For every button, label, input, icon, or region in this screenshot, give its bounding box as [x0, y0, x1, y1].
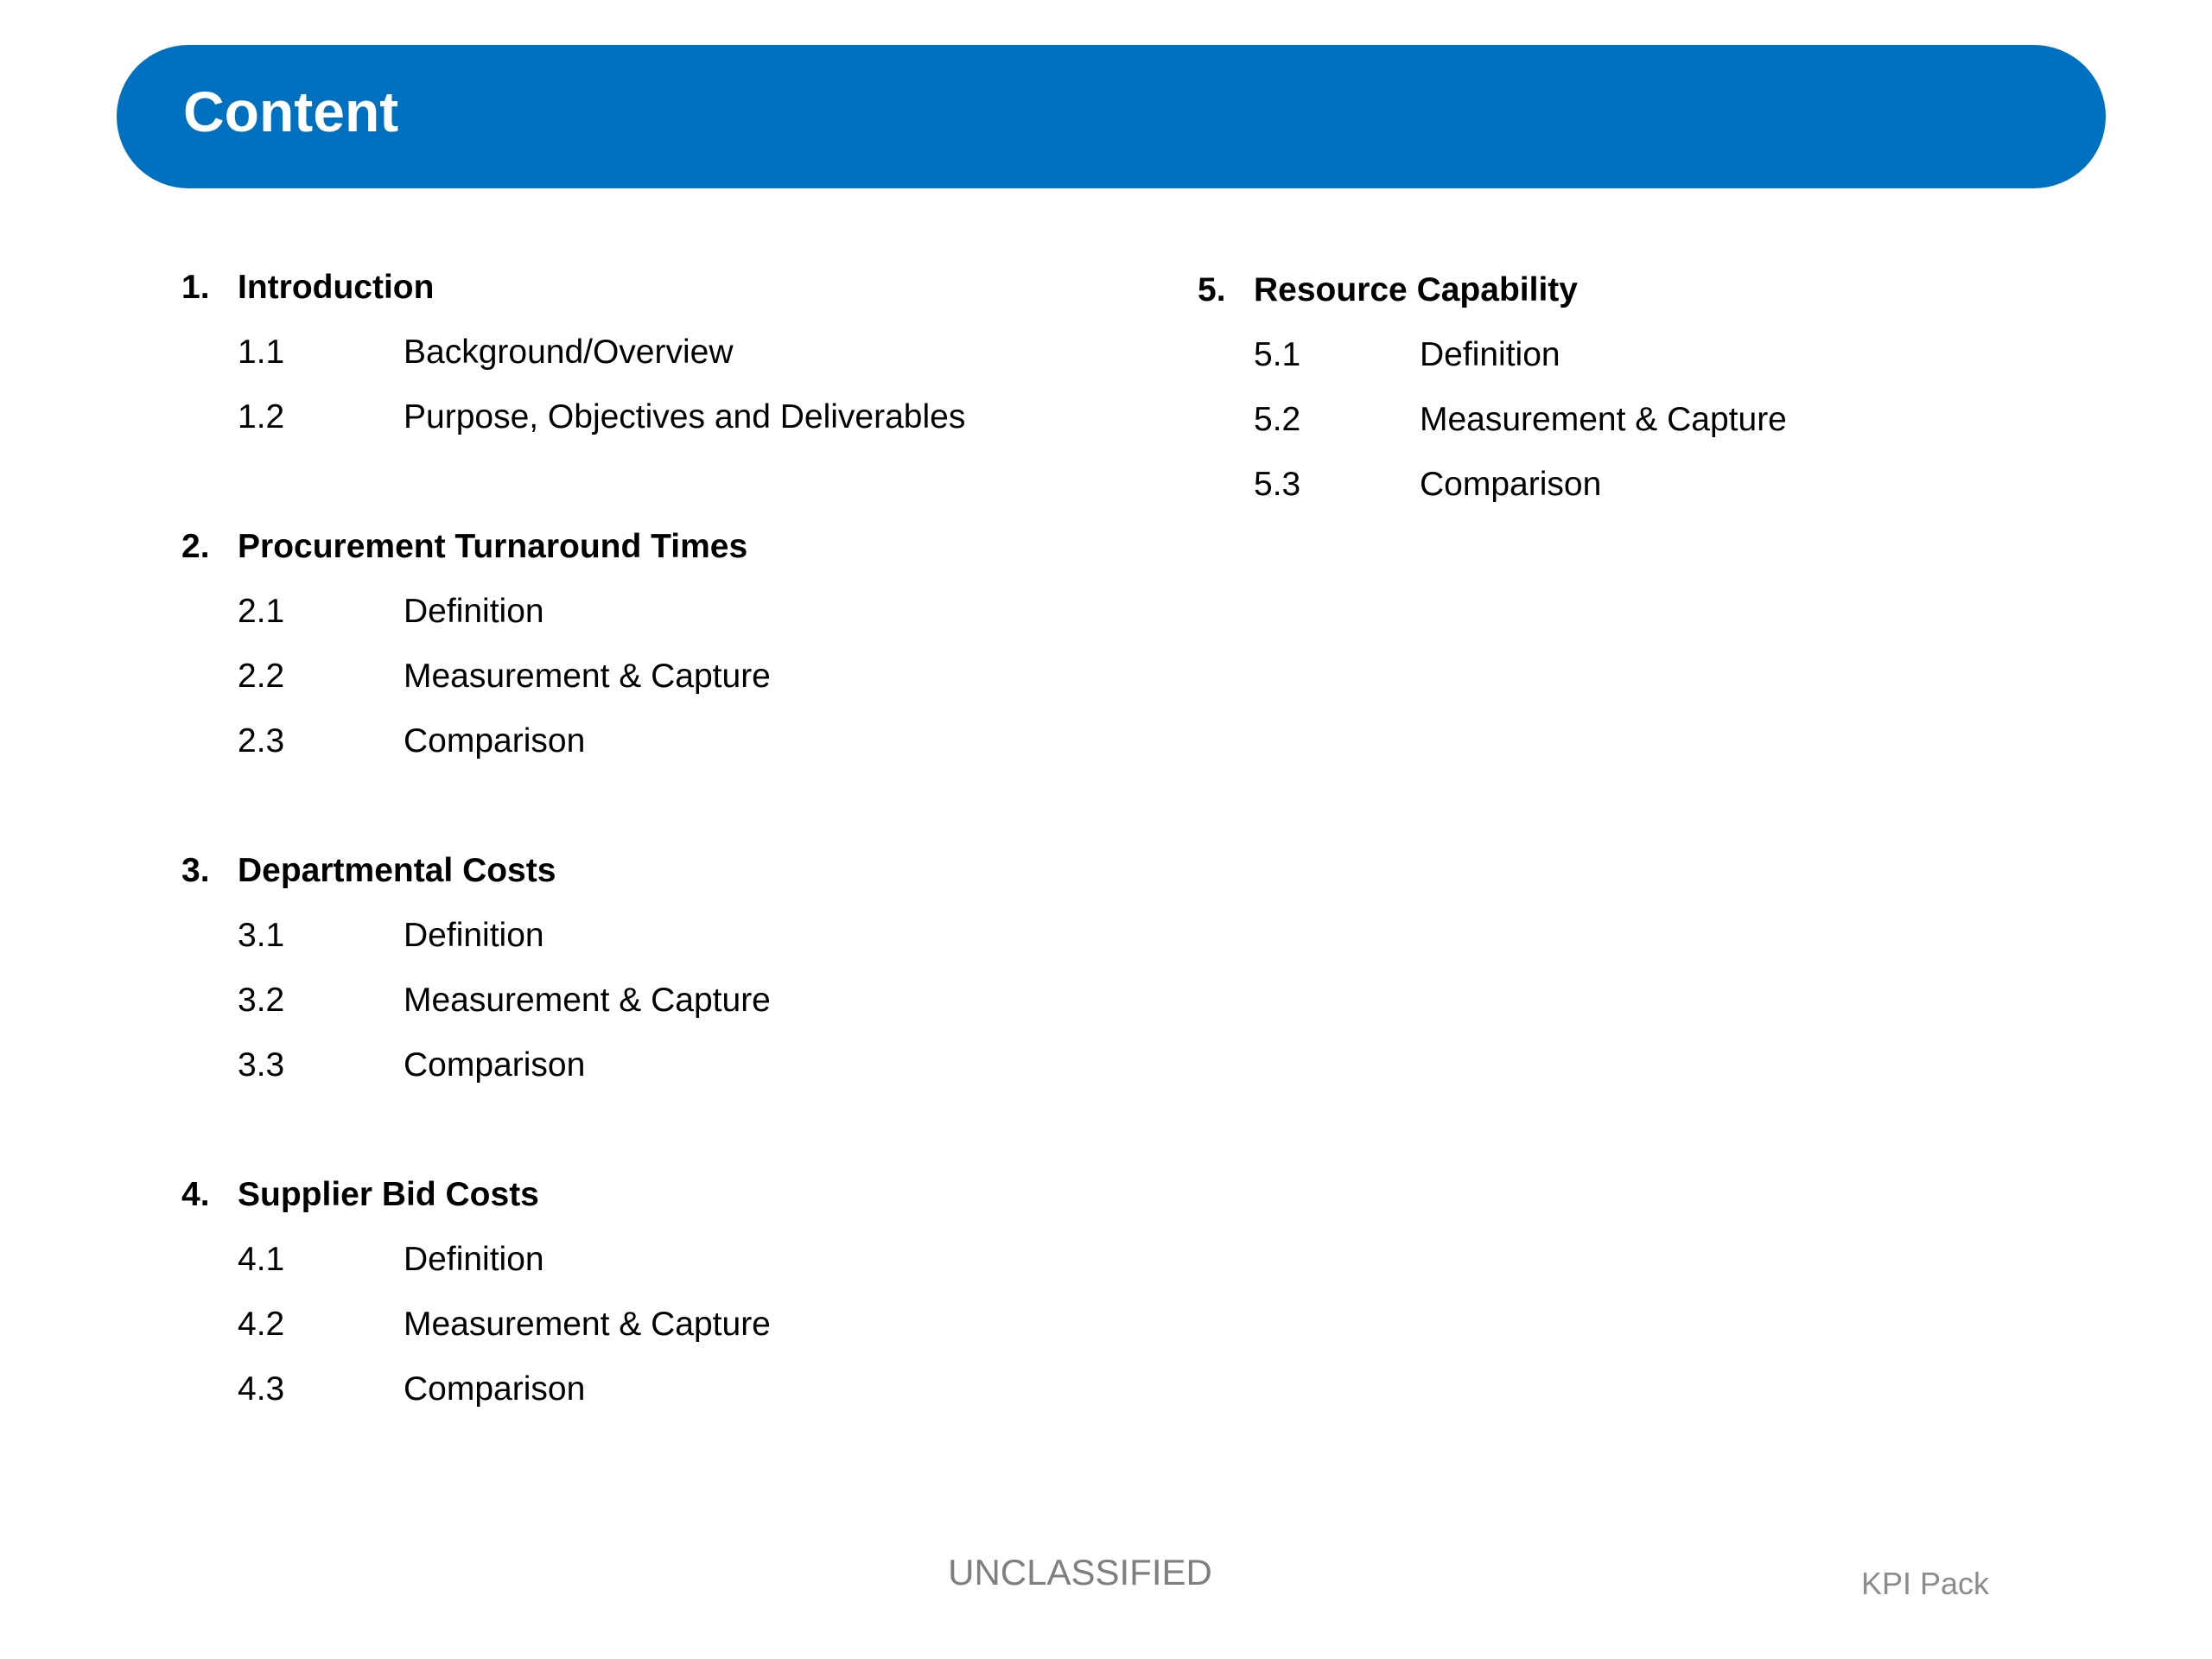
- toc-item-label: Comparison: [404, 1046, 586, 1084]
- toc-item: [181, 644, 965, 709]
- toc-item-label: Measurement & Capture: [1420, 400, 1787, 438]
- toc-item: [1198, 387, 1787, 452]
- toc-item-number: 1.2: [238, 397, 285, 435]
- toc-section-number: 3.: [181, 851, 210, 889]
- toc-section-1: [181, 255, 965, 449]
- toc-item-label: Measurement & Capture: [404, 981, 771, 1019]
- toc-section-number: 4.: [181, 1175, 210, 1213]
- toc-item-number: 2.1: [238, 592, 285, 630]
- toc-item: [181, 579, 965, 644]
- toc-section-number: 2.: [181, 527, 210, 565]
- toc-item: [1198, 452, 1787, 517]
- toc-section-title: Introduction: [238, 268, 435, 306]
- toc-item-label: Measurement & Capture: [404, 1305, 771, 1343]
- toc-item: [181, 1033, 965, 1097]
- toc-section-number: 5.: [1198, 270, 1226, 308]
- toc-section-title: Departmental Costs: [238, 851, 556, 889]
- toc-section-title: Supplier Bid Costs: [238, 1175, 539, 1213]
- toc-item-label: Definition: [404, 916, 544, 954]
- toc-item-number: 4.3: [238, 1370, 285, 1408]
- toc-section-heading: [181, 514, 965, 579]
- toc-item: [1198, 322, 1787, 387]
- header-bar: [117, 45, 2106, 188]
- toc-item-number: 5.1: [1254, 335, 1301, 373]
- toc-item-number: 5.3: [1254, 465, 1301, 503]
- toc-item: [181, 385, 965, 449]
- toc-item-number: 2.3: [238, 721, 285, 760]
- toc-section-heading: [181, 1162, 965, 1227]
- document-name-label: KPI Pack: [1860, 1566, 1989, 1601]
- toc-item-number: 3.3: [238, 1046, 285, 1084]
- toc-item: [181, 903, 965, 968]
- toc-item-label: Purpose, Objectives and Deliverables: [404, 397, 966, 435]
- toc-item: [181, 1292, 965, 1357]
- toc-section-4: [181, 1162, 965, 1421]
- toc-section-heading: [181, 255, 965, 320]
- toc-section-heading: [181, 838, 965, 903]
- page-title: Content: [183, 79, 399, 143]
- toc-item-number: 1.1: [238, 333, 285, 371]
- toc-section-2: [181, 514, 965, 773]
- toc-item: [181, 1227, 965, 1292]
- toc-item-number: 4.2: [238, 1305, 285, 1343]
- toc-item-number: 3.2: [238, 981, 285, 1019]
- toc-item-number: 4.1: [238, 1240, 285, 1278]
- toc-section-title: Resource Capability: [1254, 270, 1578, 308]
- toc-column-right: [1198, 257, 1787, 582]
- toc-item-label: Definition: [404, 592, 544, 630]
- toc-item-number: 5.2: [1254, 400, 1301, 438]
- toc-item-label: Background/Overview: [404, 333, 734, 371]
- toc-item: [181, 709, 965, 773]
- toc-item-label: Measurement & Capture: [404, 657, 771, 695]
- toc-item-number: 2.2: [238, 657, 285, 695]
- toc-section-number: 1.: [181, 268, 210, 306]
- classification-label: UNCLASSIFIED: [948, 1552, 1212, 1592]
- toc-item: [181, 1357, 965, 1421]
- toc-section-heading: [1198, 257, 1787, 322]
- toc-item-label: Definition: [404, 1240, 544, 1278]
- toc-item-label: Comparison: [404, 1370, 586, 1408]
- toc-item: [181, 320, 965, 385]
- toc-item-label: Definition: [1420, 335, 1560, 373]
- toc-item-label: Comparison: [404, 721, 586, 760]
- toc-item-number: 3.1: [238, 916, 285, 954]
- toc-item-label: Comparison: [1420, 465, 1602, 503]
- toc-column-left: [181, 255, 965, 1486]
- toc-section-5: [1198, 257, 1787, 517]
- toc-section-3: [181, 838, 965, 1097]
- toc-section-title: Procurement Turnaround Times: [238, 527, 748, 565]
- toc-item: [181, 968, 965, 1033]
